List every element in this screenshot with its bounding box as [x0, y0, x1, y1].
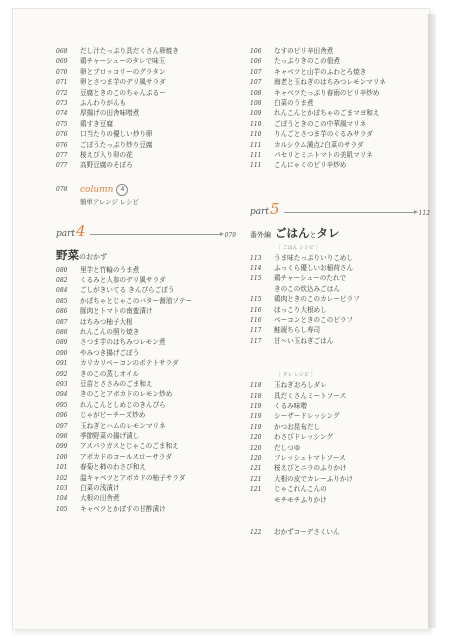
- toc-entry-title: キャベツたっぷり春雨のピリ辛炒め: [274, 88, 380, 97]
- toc-entry: [56, 56, 236, 66]
- column-word: column: [80, 184, 114, 195]
- toc-entry-page: 074: [56, 110, 68, 118]
- toc-entry: [56, 410, 236, 420]
- toc-entry-page: 082: [56, 277, 68, 285]
- toc-entry-title: きのこの蒸しオイル: [80, 369, 140, 378]
- toc-entry-title: 豆苗とささみのごま和え: [80, 379, 153, 388]
- toc-entry-title: 白菜のうま煮: [274, 98, 314, 107]
- toc-entry: [250, 495, 430, 505]
- toc-entry-title: ごしがきいてる きんぴらごぼう: [80, 286, 175, 295]
- toc-entry-title: 春菊と柿のわさび和え: [80, 463, 146, 472]
- toc-entry-page: 102: [56, 474, 68, 482]
- toc-entry: [56, 46, 236, 56]
- toc-entry: [56, 400, 236, 410]
- toc-entry-page: 120: [250, 434, 262, 442]
- part5-arrow-line: [284, 212, 415, 213]
- toc-entry-page: 118: [250, 392, 262, 400]
- toc-entry-page: 096: [56, 412, 68, 420]
- toc-entry: [250, 284, 430, 294]
- toc-entry: [56, 473, 236, 483]
- toc-entry: [250, 140, 430, 150]
- toc-entry-page: 091: [56, 360, 68, 368]
- toc-entry-page: 086: [56, 308, 68, 316]
- toc-entry-title: アスパラガスとじゃこのごま和え: [80, 442, 179, 451]
- toc-entry: [56, 77, 236, 87]
- toc-entry: [250, 305, 430, 315]
- toc-entry: [56, 317, 236, 327]
- toc-entry: [250, 432, 430, 442]
- toc-entry-page: 111: [250, 151, 262, 159]
- part5-heading: [250, 199, 430, 217]
- toc-entry-page: 075: [56, 120, 68, 128]
- toc-entry-title: さつま芋のはちみつレモン煮: [80, 338, 166, 347]
- toc-list-left-top: [56, 46, 236, 171]
- toc-entry-title: うま味たっぷりいりこめし: [274, 253, 354, 262]
- toc-entry-page: 098: [56, 432, 68, 440]
- toc-entry-page: 108: [250, 99, 262, 107]
- column-subtitle: 簡単アレンジ レシピ: [80, 197, 139, 206]
- toc-entry-title: かぼちゃとじゃこのバター醤油ソテー: [80, 296, 193, 305]
- toc-entry: [250, 253, 430, 263]
- toc-entry-title: 海老と玉ねぎのはちみつレモンマリネ: [274, 78, 386, 87]
- part5-title-main: ごはん: [275, 225, 310, 240]
- toc-entry-page: 080: [56, 266, 68, 274]
- toc-entry-title: 鶏チャーシューのたれで: [274, 274, 347, 283]
- part4-word: part: [56, 228, 76, 239]
- toc-entry: [56, 98, 236, 108]
- toc-entry: [250, 56, 430, 66]
- toc-entry-page: 117: [250, 327, 262, 335]
- toc-entry-title: 鶏チャーシューのタレで味玉: [80, 57, 166, 66]
- toc-entry: [250, 98, 430, 108]
- part5-page: 112: [418, 209, 430, 217]
- toc-entry: [250, 336, 430, 346]
- toc-entry: [250, 401, 430, 411]
- toc-entry-title: アボカドのコールスローサラダ: [80, 452, 172, 461]
- toc-entry: [56, 358, 236, 368]
- toc-entry: [250, 391, 430, 401]
- toc-entry: [250, 325, 430, 335]
- toc-entry: [56, 129, 236, 139]
- part5-title: [250, 225, 430, 243]
- toc-entry: [56, 369, 236, 379]
- toc-entry-title: だし汁たっぷり具だくさん卵焼き: [80, 47, 179, 55]
- toc-entry-page: 121: [250, 475, 262, 483]
- toc-entry-page: 106: [250, 48, 262, 55]
- toc-entry-title: きのこの炊込みごはん: [274, 284, 340, 293]
- toc-entry-page: 119: [250, 413, 262, 421]
- toc-entry-page: 097: [56, 422, 68, 430]
- toc-entry-title: 桜えび入り卯の花: [80, 150, 133, 159]
- toc-entry-title: 卵とブロッコリーのグラタン: [80, 67, 166, 76]
- toc-entry-page: 076: [56, 131, 68, 139]
- toc-entry: [250, 411, 430, 421]
- toc-entry-page: 114: [250, 265, 262, 273]
- toc-entry: [56, 108, 236, 118]
- column-page: 078: [56, 186, 68, 194]
- toc-list-left-bottom: [56, 265, 236, 514]
- toc-entry-title: じゃがピーチーズ炒め: [80, 411, 146, 420]
- toc-entry: [56, 462, 236, 472]
- toc-entry-page: 115: [250, 296, 262, 304]
- toc-entry-title: 具だくさんミートソース: [274, 391, 347, 400]
- toc-entry-title: やみつき揚げごぼう: [80, 348, 140, 357]
- toc-entry: [250, 453, 430, 463]
- toc-entry-title: 里芋と竹輪のうま煮: [80, 265, 140, 274]
- toc-entry-title: ごぼうときのこの中華風マリネ: [274, 119, 367, 128]
- toc-entry-page: 093: [56, 380, 68, 388]
- toc-entry-title: 豆腐ときのこのちゃんぷるー: [80, 88, 166, 97]
- toc-entry-title: だしつゆ: [274, 443, 301, 452]
- toc-entry-page: 070: [56, 68, 68, 76]
- toc-entry: [56, 421, 236, 431]
- toc-entry-title: 甘～い玉ねぎごはん: [274, 336, 334, 345]
- toc-entry-title: 温キャベツとアボカドの柚子サラダ: [80, 473, 186, 482]
- toc-entry-title: 豚肉とトマトの南蛮漬け: [80, 307, 153, 316]
- toc-entry-page: 119: [250, 423, 262, 431]
- toc-entry-page: 111: [250, 162, 262, 170]
- toc-entry-title: ほっこり大根めし: [274, 305, 327, 314]
- toc-entry-title: 大根の皮でカレーふりかけ: [274, 474, 353, 483]
- part4-title: [56, 247, 236, 265]
- toc-entry: [56, 327, 236, 337]
- toc-entry-page: 089: [56, 339, 68, 347]
- toc-entry-page: 101: [56, 464, 68, 472]
- toc-entry: [56, 493, 236, 503]
- toc-list-gohan: [250, 253, 430, 347]
- toc-entry-title: 大根の田舎煮: [80, 494, 120, 503]
- toc-entry-page: 115: [250, 275, 262, 283]
- toc-entry-page: 107: [250, 79, 262, 87]
- toc-entry: [56, 337, 236, 347]
- toc-entry: [250, 273, 430, 283]
- toc-entry: [56, 504, 236, 514]
- toc-entry-page: 108: [250, 89, 262, 97]
- toc-entry: [56, 296, 236, 306]
- toc-entry-page: 118: [250, 382, 262, 390]
- toc-entry-title: れんこんとかぼちゃのごまマヨ和え: [274, 109, 380, 118]
- toc-entry-title: わさびドレッシング: [274, 433, 333, 442]
- toc-entry: [56, 379, 236, 389]
- part4-heading: [56, 221, 236, 239]
- toc-entry-title: 玉ねぎおろしダレ: [274, 381, 327, 390]
- toc-entry-title: たっぷりきのこの佃煮: [274, 57, 340, 66]
- toc-entry-page: 100: [56, 453, 68, 461]
- toc-entry-page: 069: [56, 58, 68, 66]
- toc-entry-title: フレッシュトマトソース: [274, 453, 346, 462]
- toc-entry-page: 084: [56, 287, 68, 295]
- toc-entry-page: 087: [56, 318, 68, 326]
- toc-entry-title: おかずコーデさくいん: [274, 527, 340, 536]
- toc-entry: [56, 88, 236, 98]
- toc-entry-title: 高野豆腐のそぼろ: [80, 161, 133, 170]
- toc-entry-title: りんごとさつま芋のくるみサラダ: [274, 130, 373, 139]
- part4-number: 4: [76, 221, 86, 240]
- toc-entry-page: 105: [56, 505, 68, 513]
- part5-number: 5: [270, 199, 280, 218]
- toc-entry: [56, 441, 236, 451]
- toc-entry: [250, 474, 430, 484]
- toc-entry-title: 厚揚げの田舎味噌煮: [80, 109, 140, 118]
- toc-entry-page: 120: [250, 454, 262, 462]
- toc-entry-title: ベーコンときのこのピラフ: [274, 316, 354, 325]
- toc-entry-page: 107: [250, 68, 262, 76]
- toc-entry: [250, 67, 430, 77]
- toc-entry-page: 099: [56, 443, 68, 451]
- toc-entry-title: 鶏肉ときのこのカレーピラフ: [274, 295, 360, 304]
- toc-entry-title: 卵とさつま芋のデリ風サラダ: [80, 78, 166, 87]
- toc-entry-title: キャベツとかぼすの甘酢漬け: [80, 504, 166, 513]
- toc-entry: [250, 77, 430, 87]
- toc-entry: [56, 285, 236, 295]
- toc-list-tare: [250, 380, 430, 505]
- toc-entry-title: 桜えびとニラのふりかけ: [274, 464, 347, 473]
- toc-entry-page: 104: [56, 495, 68, 503]
- toc-entry-page: 103: [56, 484, 68, 492]
- toc-entry-title: れんこんとしめじのきんぴら: [80, 400, 166, 409]
- toc-entry: [250, 443, 430, 453]
- toc-entry-page: 068: [56, 48, 68, 55]
- toc-entry: [56, 348, 236, 358]
- toc-entry: [56, 389, 236, 399]
- toc-entry-page: 110: [250, 120, 262, 128]
- toc-entry-title: くるみと人参のデリ風サラダ: [80, 276, 166, 285]
- toc-entry: [56, 150, 236, 160]
- part5-title-end: タレ: [316, 225, 340, 240]
- toc-entry: [56, 119, 236, 129]
- toc-entry: [250, 484, 430, 494]
- toc-entry: [250, 422, 430, 432]
- toc-entry: [250, 294, 430, 304]
- toc-entry-page: 113: [250, 254, 262, 262]
- toc-entry: [250, 463, 430, 473]
- toc-entry-page: 116: [250, 306, 262, 314]
- toc-entry-title: れんこんの照り焼き: [80, 328, 140, 337]
- toc-entry: [250, 263, 430, 273]
- toc-entry: [250, 108, 430, 118]
- toc-entry: [250, 160, 430, 170]
- toc-entry-page: 122: [250, 528, 262, 536]
- toc-entry-title: はちみつ柚子大根: [80, 317, 133, 326]
- toc-entry: [250, 315, 430, 325]
- toc-list-right-top: [250, 46, 430, 171]
- toc-entry: [56, 275, 236, 285]
- gohan-section-label: ［ ごはん レシピ ］: [276, 244, 321, 251]
- toc-entry-page: 095: [56, 401, 68, 409]
- toc-entry-page: 088: [56, 329, 68, 337]
- toc-entry-title: なすのピリ辛田舎煮: [274, 47, 334, 55]
- part4-title-suffix: のおかず: [79, 252, 107, 261]
- toc-entry-page: 077: [56, 162, 68, 170]
- toc-entry: [56, 265, 236, 275]
- toc-entry-page: 117: [250, 337, 262, 345]
- toc-entry-title: キャベツと山芋のふわとろ焼き: [274, 67, 367, 76]
- toc-entry-page: 116: [250, 317, 262, 325]
- toc-entry: [56, 160, 236, 170]
- toc-entry-page: 121: [250, 465, 262, 473]
- toc-entry-title: 白菜の浅漬け: [80, 483, 120, 492]
- toc-entry: [56, 452, 236, 462]
- toc-entry-title: くるみ味噌: [274, 401, 307, 410]
- toc-entry-title: 季節野菜の揚げ漬し: [80, 431, 140, 440]
- tare-section-label: ［ タレ レシピ ］: [276, 372, 316, 379]
- toc-entry-index: [250, 527, 430, 537]
- column-number-circle: 4: [116, 184, 128, 196]
- toc-entry-page: 092: [56, 370, 68, 378]
- part4-title-main: 野菜: [56, 247, 79, 262]
- toc-entry-page: 106: [250, 58, 262, 66]
- toc-entry-title: きのことアボカドのレモン炒め: [80, 390, 173, 399]
- toc-entry: [250, 150, 430, 160]
- toc-entry: [250, 46, 430, 56]
- toc-entry: [250, 88, 430, 98]
- toc-entry-page: 077: [56, 151, 68, 159]
- toc-entry-title: ふっくら優しいお稲荷さん: [274, 264, 354, 273]
- toc-entry-title: 玉ねぎとハムのレモンマリネ: [80, 421, 166, 430]
- toc-entry-title: かつお昆布だし: [274, 422, 321, 431]
- toc-entry-title: カリカリベーコンのポテトサラダ: [80, 359, 179, 368]
- toc-entry-page: 111: [250, 141, 262, 149]
- toc-entry-title: じゃこれんこんの: [274, 485, 327, 494]
- toc-entry-title: 口当たりの優しい炒り卵: [80, 130, 153, 139]
- toc-entry-title: ふんわりがんも: [80, 98, 127, 107]
- toc-entry-page: 085: [56, 297, 68, 305]
- toc-entry: [56, 140, 236, 150]
- part5-title-mid: と: [309, 230, 317, 239]
- toc-entry-title: 鶏すき豆腐: [80, 119, 113, 128]
- toc-entry-page: 121: [250, 486, 262, 494]
- part4-arrow-line: [90, 234, 221, 235]
- toc-entry: [250, 119, 430, 129]
- toc-entry-page: 072: [56, 89, 68, 97]
- toc-entry-page: 073: [56, 99, 68, 107]
- right-column: [250, 46, 430, 537]
- part5-word: part: [250, 206, 270, 217]
- column-heading: [56, 183, 236, 197]
- toc-entry-page: 094: [56, 391, 68, 399]
- toc-entry-title: モチモチふりかけ: [274, 495, 327, 504]
- toc-entry-page: 110: [250, 131, 262, 139]
- left-column: [56, 46, 236, 514]
- toc-entry-title: こんにゃくのピリ辛炒め: [274, 161, 347, 170]
- toc-entry-title: 鮭琥ちらし寿司: [274, 326, 321, 335]
- toc-entry: [56, 306, 236, 316]
- toc-entry-page: 109: [250, 110, 262, 118]
- toc-entry-page: 120: [250, 444, 262, 452]
- toc-entry: [250, 380, 430, 390]
- part4-page: 079: [224, 231, 236, 239]
- toc-entry-title: パセリとミニトマトの美肌マリネ: [274, 150, 373, 159]
- part5-title-prefix: 番外編: [250, 230, 271, 239]
- toc-entry: [56, 431, 236, 441]
- toc-entry-page: 071: [56, 79, 68, 87]
- toc-entry-page: 076: [56, 141, 68, 149]
- toc-entry-page: 119: [250, 402, 262, 410]
- toc-entry: [56, 483, 236, 493]
- toc-entry: [56, 67, 236, 77]
- toc-entry-title: シーザードレッシング: [274, 412, 340, 421]
- toc-entry-page: 090: [56, 349, 68, 357]
- toc-entry-title: カルシウム満点♪白菜のサラダ: [274, 140, 364, 149]
- toc-entry-title: ごぼうたっぷり炒り豆腐: [80, 140, 153, 149]
- toc-entry: [250, 129, 430, 139]
